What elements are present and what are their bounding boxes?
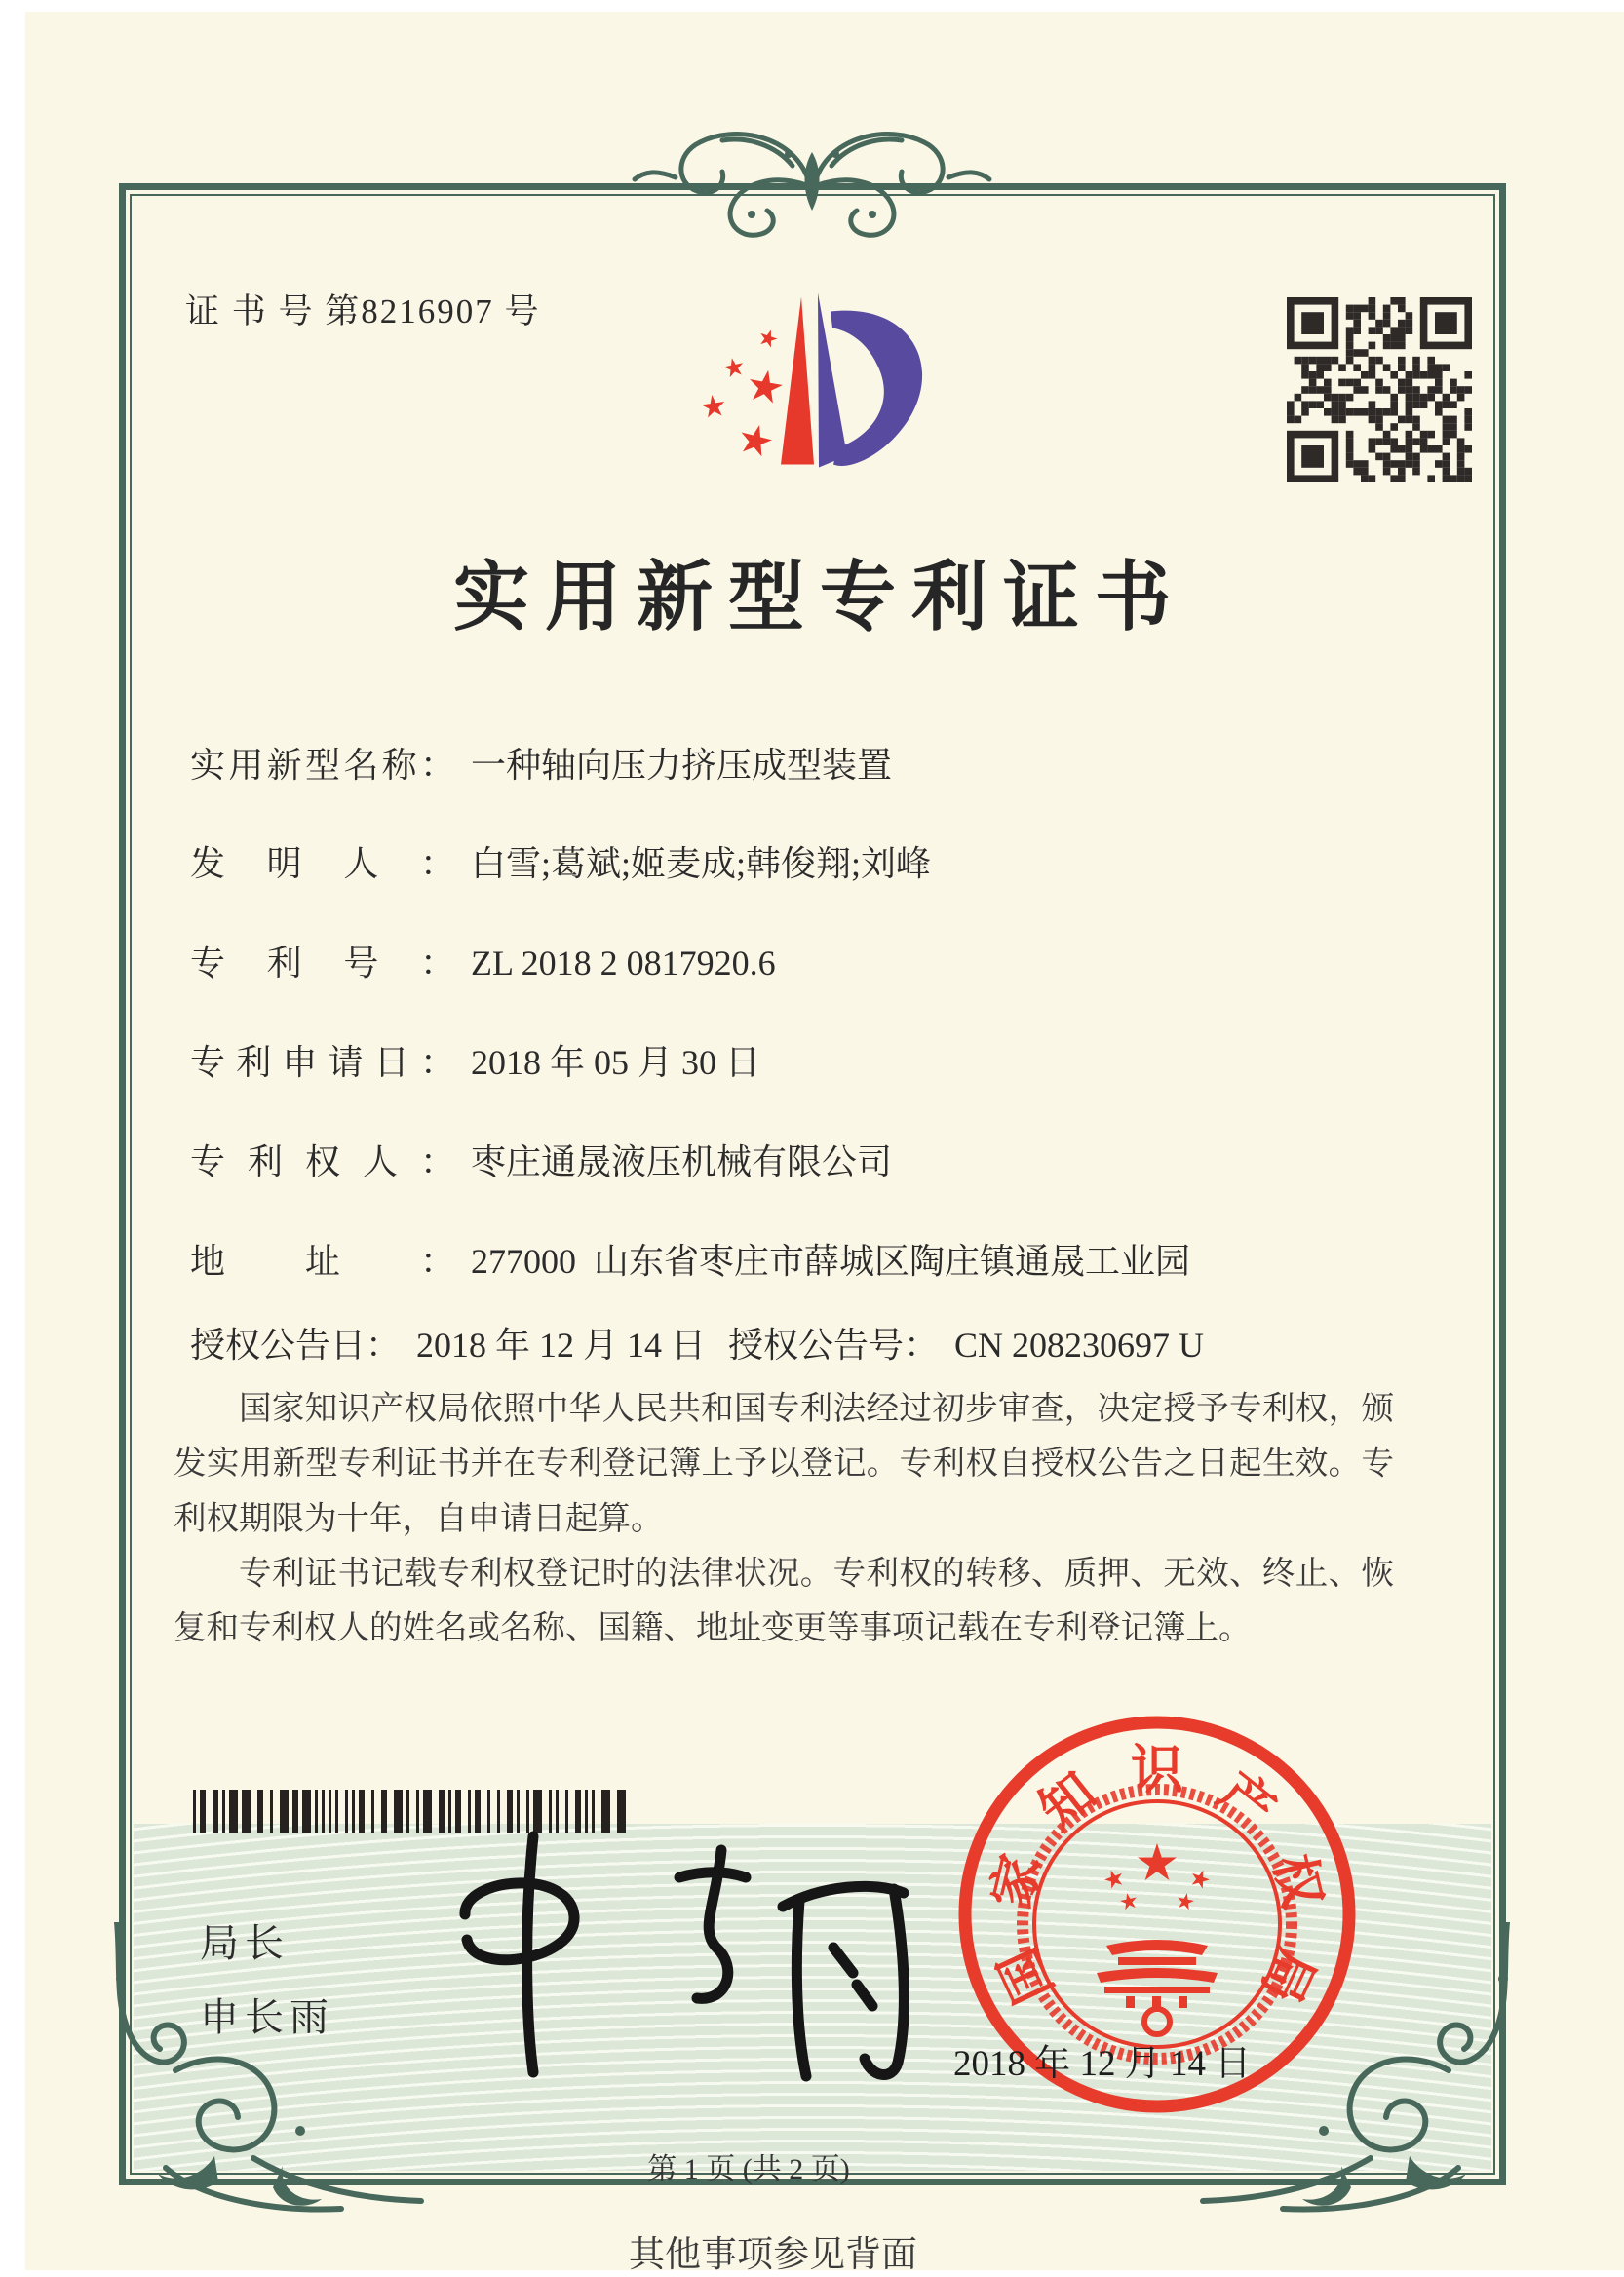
- field-value: 277000 山东省枣庄市薛城区陶庄镇通晟工业园: [471, 1242, 1191, 1281]
- field-value: 2018 年 05 月 30 日: [471, 1043, 761, 1082]
- page-number: 第 1 页 (共 2 页): [647, 2153, 850, 2185]
- grant-number-pair: [728, 1318, 1204, 1368]
- field-label: 发明人：: [190, 844, 455, 883]
- svg-text:识: 识: [1131, 1741, 1183, 1799]
- grant-date-label: 授权公告日：: [190, 1326, 402, 1365]
- field-label: 专利号：: [190, 944, 455, 983]
- legal-body-text: [174, 1382, 1394, 1656]
- top-flourish-ornament: [539, 115, 1085, 251]
- svg-text:国: 国: [988, 1939, 1064, 2012]
- grant-date-pair: [190, 1326, 706, 1365]
- legal-paragraph-1: 国家知识产权局依照中华人民共和国专利法经过初步审查，决定授予专利权，颁发实用新型专利证书并在专利登记簿上予以登记。专利权自授权公告之日起生效。专利权期限为十年，自申请日起算。: [174, 1391, 1394, 1537]
- director-name: 申长雨: [200, 1996, 334, 2039]
- field-row-patent-number: [190, 936, 776, 985]
- seal-date: 2018 年 12 月 14 日: [953, 2044, 1252, 2084]
- legal-paragraph-2: 专利证书记载专利权登记时的法律状况。专利权的转移、质押、无效、终止、恢复和专利权人的姓名或名称、国籍、地址变更等事项记载在专利登记簿上。: [174, 1555, 1394, 1647]
- field-row-address: [190, 1234, 1190, 1284]
- field-row-patentee: [190, 1135, 892, 1184]
- svg-text:局: 局: [1250, 1939, 1326, 2012]
- svg-text:产: 产: [1208, 1761, 1286, 1841]
- field-value: ZL 2018 2 0817920.6: [471, 944, 776, 983]
- grant-date-value: 2018 年 12 月 14 日: [416, 1326, 707, 1365]
- svg-text:家: 家: [982, 1848, 1052, 1914]
- grant-number-label: 授权公告号：: [728, 1326, 940, 1365]
- field-row-inventors: [190, 836, 931, 886]
- field-row-filing-date: [190, 1035, 760, 1085]
- certificate-number: 证 书 号 第8216907 号: [185, 292, 541, 330]
- field-label: 实用新型名称：: [190, 746, 455, 785]
- field-label: 专利申请日：: [190, 1043, 455, 1082]
- qr-code: [1287, 297, 1472, 482]
- field-value: 枣庄通晟液压机械有限公司: [471, 1142, 893, 1181]
- svg-text:知: 知: [1028, 1761, 1106, 1841]
- field-value: 一种轴向压力挤压成型装置: [471, 746, 893, 785]
- field-value: 白雪;葛斌;姬麦成;韩俊翔;刘峰: [471, 844, 932, 883]
- director-title-label: 局长: [200, 1922, 290, 1965]
- field-label: 专利权人：: [190, 1142, 455, 1181]
- field-label: 地址：: [190, 1242, 455, 1281]
- grant-number-value: CN 208230697 U: [954, 1326, 1205, 1365]
- certificate-title: 实用新型专利证书: [452, 555, 1186, 639]
- grant-row: [190, 1318, 1205, 1368]
- cnipa-logo-icon: [655, 255, 947, 504]
- director-signature: [424, 1821, 931, 2113]
- field-row-utility-name: [190, 738, 892, 788]
- svg-text:权: 权: [1262, 1848, 1333, 1914]
- back-side-note: 其他事项参见背面: [629, 2235, 917, 2275]
